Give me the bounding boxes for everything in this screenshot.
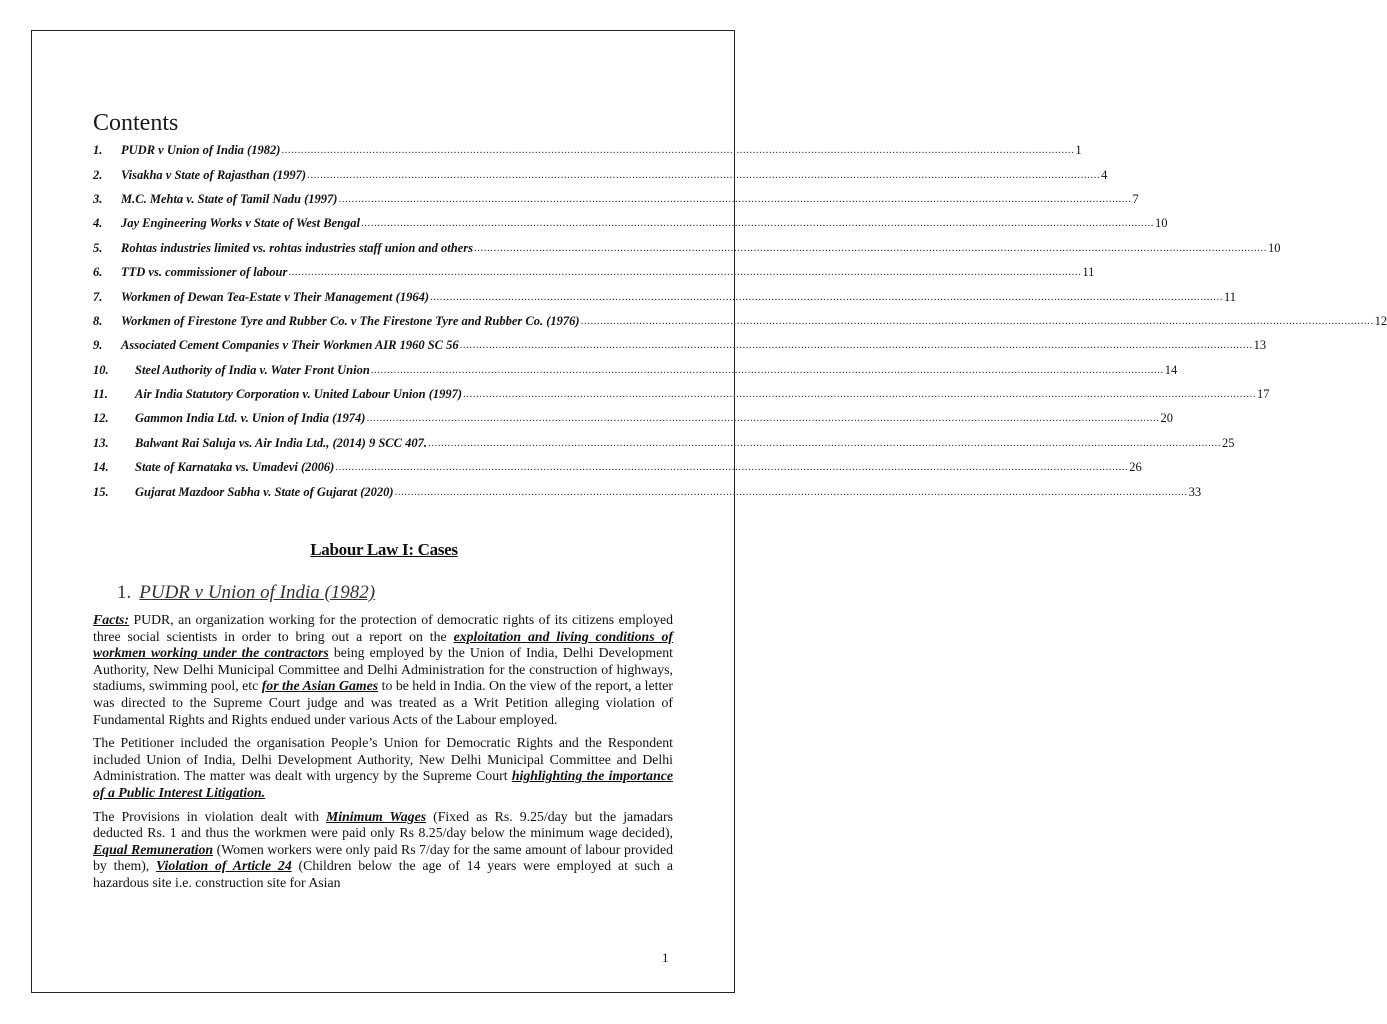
toc-entry[interactable]: [93, 431, 1235, 455]
toc-dot-leader: [371, 361, 1164, 379]
toc-entry-page: 11: [1082, 265, 1095, 280]
toc-entry-page: 4: [1101, 167, 1108, 182]
case-body: [93, 612, 673, 899]
toc-entry-title: State of Karnataka vs. Umadevi (2006): [135, 460, 335, 475]
provisions-paragraph: [93, 809, 673, 892]
toc-entry-page: 33: [1188, 484, 1202, 499]
toc-entry-page: 17: [1257, 387, 1270, 402]
toc-entry-number: 3.: [93, 191, 103, 206]
toc-entry-title: Steel Authority of India v. Water Front Union: [135, 362, 370, 377]
table-of-contents: [93, 138, 1387, 504]
toc-entry[interactable]: [93, 406, 1173, 430]
toc-entry[interactable]: [93, 333, 1267, 357]
toc-dot-leader: [474, 239, 1267, 257]
toc-dot-leader: [366, 409, 1159, 427]
toc-entry-page: 12: [1374, 313, 1387, 328]
toc-entry-number: 5.: [93, 240, 103, 255]
toc-entry-number: 10.: [93, 362, 109, 377]
toc-entry-title: Balwant Rai Saluja vs. Air India Ltd., (2014) 9 SCC 407.: [135, 435, 427, 450]
toc-entry-title: Associated Cement Companies v Their Workmen AIR 1960 SC 56: [121, 338, 459, 353]
highlight-run: Equal Remuneration: [93, 841, 214, 857]
text-run: being employed by the Union of India, Delhi Development Authority, New Delhi Municipal Committee and Delhi Administration for the construction of highways, stadiums, swimming pool, etc: [93, 645, 673, 694]
text-run: to be held in India. On the view of the report, a letter was directed to the Supreme Court judge and was treated as a Writ Petition alleging violation of Fundamental Rights and Rights endued under various Acts of the Labour employed.: [93, 678, 673, 727]
text-run: (Women workers were only paid Rs 7/day for the same amount of labour provided by them),: [93, 841, 673, 874]
highlight-run: highlighting the importance of a Public Interest Litigation.: [93, 768, 673, 800]
toc-entry-page: 25: [1221, 435, 1235, 450]
toc-dot-leader: [428, 434, 1221, 452]
case-heading-title: PUDR v Union of India (1982): [139, 582, 376, 603]
highlight-run: exploitation and living conditions of workmen working under the contractors: [93, 628, 673, 661]
toc-entry-title: M.C. Mehta v. State of Tamil Nadu (1997): [121, 191, 338, 206]
toc-entry[interactable]: [93, 162, 1108, 186]
toc-entry-page: 20: [1160, 411, 1173, 426]
highlight-run: for the Asian Games: [261, 678, 379, 694]
toc-entry-number: 12.: [93, 411, 109, 426]
toc-entry-number: 6.: [93, 265, 103, 280]
toc-entry-title: Workmen of Firestone Tyre and Rubber Co. v The Firestone Tyre and Rubber Co. (1976): [121, 313, 580, 328]
toc-dot-leader: [581, 312, 1374, 330]
toc-dot-leader: [338, 190, 1131, 208]
page-number: 1: [662, 950, 669, 965]
toc-dot-leader: [307, 166, 1100, 184]
toc-dot-leader: [335, 458, 1128, 476]
toc-entry-page: 7: [1132, 191, 1139, 206]
toc-entry-title: PUDR v Union of India (1982): [121, 143, 281, 158]
toc-entry-number: 9.: [93, 338, 103, 353]
toc-entry-number: 7.: [93, 289, 103, 304]
toc-entry-page: 26: [1129, 460, 1142, 475]
toc-dot-leader: [288, 263, 1081, 281]
toc-entry-title: Visakha v State of Rajasthan (1997): [121, 167, 307, 182]
toc-entry-number: 15.: [93, 484, 109, 499]
toc-entry[interactable]: [93, 284, 1237, 308]
toc-dot-leader: [281, 141, 1074, 159]
toc-entry-number: 1.: [93, 143, 103, 158]
toc-entry-title: Gammon India Ltd. v. Union of India (1974): [135, 411, 366, 426]
text-run: (Fixed as Rs. 9.25/day but the jamadars deducted Rs. 1 and thus the workmen were paid only Rs 8.25/day below the minimum wage decided),: [93, 808, 673, 841]
toc-dot-leader: [430, 288, 1223, 306]
text-run: PUDR, an organization working for the protection of democratic rights of its citizens employed three social scientists in order to bring out a report on the: [93, 612, 673, 644]
toc-entry[interactable]: [93, 455, 1142, 479]
toc-entry[interactable]: [93, 382, 1270, 406]
toc-heading: Contents: [93, 110, 179, 136]
toc-entry-page: 13: [1253, 338, 1267, 353]
toc-entry-number: 2.: [93, 167, 103, 182]
toc-entry-title: Workmen of Dewan Tea-Estate v Their Management (1964): [121, 289, 429, 304]
toc-entry[interactable]: [93, 138, 1082, 162]
toc-entry-title: Air India Statutory Corporation v. United Labour Union (1997): [135, 387, 463, 402]
toc-dot-leader: [395, 483, 1188, 501]
facts-paragraph: [93, 612, 673, 728]
toc-entry-number: 14.: [93, 460, 109, 475]
toc-entry-page: 1: [1075, 143, 1082, 158]
toc-dot-leader: [463, 385, 1256, 403]
toc-entry[interactable]: [93, 236, 1281, 260]
text-run: The Petitioner included the organisation People’s Union for Democratic Rights and the Respondent included Union of India, Delhi Development Authority, New Delhi Municipal Committee and Delhi Administration. The matter was dealt with urgency by the Supreme Court: [93, 735, 673, 784]
toc-entry-page: 14: [1164, 362, 1178, 377]
toc-entry[interactable]: [93, 211, 1168, 235]
toc-entry-number: 11.: [93, 387, 108, 402]
section-title: Labour Law I: Cases: [310, 540, 458, 559]
facts-label: Facts:: [93, 612, 130, 627]
toc-entry-title: TTD vs. commissioner of labour: [121, 265, 288, 280]
text-run: (Children below the age of 14 years were employed at such a hazardous site i.e. construction site for Asian: [93, 858, 673, 890]
toc-entry-page: 10: [1155, 216, 1168, 231]
toc-entry-number: 13.: [93, 435, 109, 450]
toc-entry-number: 4.: [93, 216, 103, 231]
highlight-run: Violation of Article 24: [156, 858, 292, 874]
toc-entry-number: 8.: [93, 313, 103, 328]
toc-entry[interactable]: [93, 358, 1178, 382]
case-heading-number: 1.: [117, 582, 132, 603]
toc-entry[interactable]: [93, 260, 1095, 284]
highlight-run: Minimum Wages: [326, 808, 427, 824]
toc-entry-title: Jay Engineering Works v State of West Bengal: [121, 216, 361, 231]
toc-dot-leader: [361, 214, 1154, 232]
toc-dot-leader: [460, 336, 1253, 354]
toc-entry[interactable]: [93, 479, 1202, 503]
toc-entry-page: 10: [1267, 240, 1281, 255]
toc-entry-page: 11: [1223, 289, 1237, 304]
toc-entry[interactable]: [93, 309, 1387, 333]
toc-entry-title: Gujarat Mazdoor Sabha v. State of Gujarat (2020): [135, 484, 394, 499]
toc-entry[interactable]: [93, 187, 1139, 211]
text-run: The Provisions in violation dealt with: [93, 808, 327, 824]
case-heading: [117, 580, 375, 606]
toc-entry-title: Rohtas industries limited vs. rohtas industries staff union and others: [121, 240, 473, 255]
parties-paragraph: [93, 735, 673, 801]
